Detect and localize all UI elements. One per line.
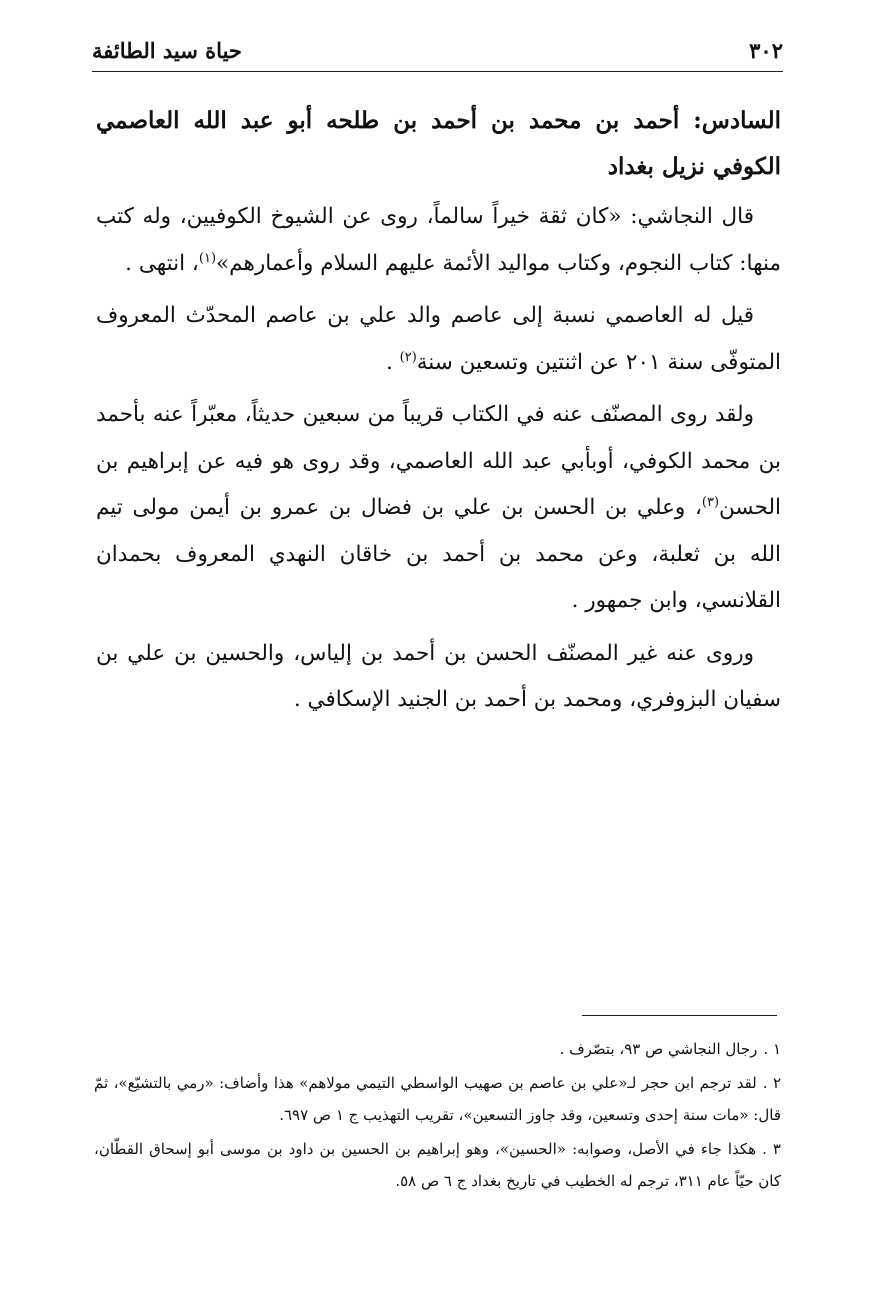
footnote-text: رجال النجاشي ص ٩٣، بتصّرف . bbox=[559, 1040, 758, 1058]
footnote-text: هكذا جاء في الأصل، وصوابه: «الحسين»، وهو إبراهيم بن الحسين بن داود بن موسى أبو إسحاق القطّان، كان حيّاً عام ٣١١، ترجم له الخطيب في تاريخ بغداد ج ٦ ص ٥٨. bbox=[94, 1140, 781, 1190]
section-heading: السادس: أحمد بن محمد بن أحمد بن طلحه أبو عبد الله العاصمي الكوفي نزيل بغداد bbox=[96, 107, 781, 180]
paragraph-4: وروى عنه غير المصنّف الحسن بن أحمد بن إلياس، والحسين بن علي بن سفيان البزوفري، ومحمد بن أحمد بن الجنيد الإسكافي . bbox=[96, 640, 781, 712]
footnote-number: ١ . bbox=[763, 1040, 781, 1058]
paragraph-1 bbox=[96, 194, 781, 287]
running-title: حياة سيد الطائفة bbox=[92, 37, 242, 63]
footnote-rule bbox=[582, 1015, 777, 1016]
page-number: ٣٠٢ bbox=[749, 37, 783, 63]
footnote-2 bbox=[94, 1067, 781, 1131]
footnote-ref-2[interactable]: (٢) bbox=[399, 349, 417, 365]
page-header bbox=[92, 30, 783, 70]
paragraph-1-tail: ، انتهى . bbox=[125, 250, 199, 276]
paragraph-1-text: قال النجاشي: «كان ثقة خيراً سالماً، روى عن الشيوخ الكوفيين، وله كتب منها: كتاب النجوم، وكتاب مواليد الأئمة عليهم السلام وأعمارهم» bbox=[96, 204, 781, 276]
paragraph-2 bbox=[96, 293, 781, 386]
footnote-3 bbox=[94, 1133, 781, 1197]
footnotes bbox=[94, 1033, 781, 1199]
paragraph-3-text-a: ولقد روى المصنّف عنه في الكتاب قريباً من سبعين حديثاً، معبّراً عنه بأحمد بن محمد الكوفي، أوبأبي عبد الله العاصمي، وقد روى هو فيه عن إبراهيم بن الحسن bbox=[96, 402, 781, 520]
footnote-number: ٢ . bbox=[762, 1074, 781, 1092]
footnote-ref-3[interactable]: (٣) bbox=[701, 494, 720, 510]
paragraph-2-tail: . bbox=[385, 349, 400, 375]
footnote-1 bbox=[94, 1033, 781, 1065]
footnote-ref-1[interactable]: (١) bbox=[198, 250, 217, 266]
paragraph-2-text: قيل له العاصمي نسبة إلى عاصم والد علي بن عاصم المحدّث المعروف المتوفّى سنة ٢٠١ عن اثنتين وتسعين سنة bbox=[96, 303, 781, 375]
main-text bbox=[96, 98, 781, 730]
paragraph-3-text-b: ، وعلي بن الحسن بن علي بن فضال بن عمرو بن أيمن مولى تيم الله بن ثعلبة، وعن محمد بن أحمد بن خاقان النهدي المعروف بحمدان القلانسي، وابن جمهور . bbox=[96, 495, 781, 613]
paragraph-3 bbox=[96, 392, 781, 625]
footnote-text: لقد ترجم ابن حجر لـ«علي بن عاصم بن صهيب الواسطي التيمي مولاهم» هذا وأضاف: «رمي بالتشيّع»، ثمّ قال: «مات سنة إحدى وتسعين، وقد جاوز التسعين»، تقريب التهذيب ج ١ ص ٦٩٧. bbox=[94, 1074, 781, 1124]
header-rule bbox=[92, 71, 783, 72]
footnote-number: ٣ . bbox=[762, 1140, 781, 1158]
